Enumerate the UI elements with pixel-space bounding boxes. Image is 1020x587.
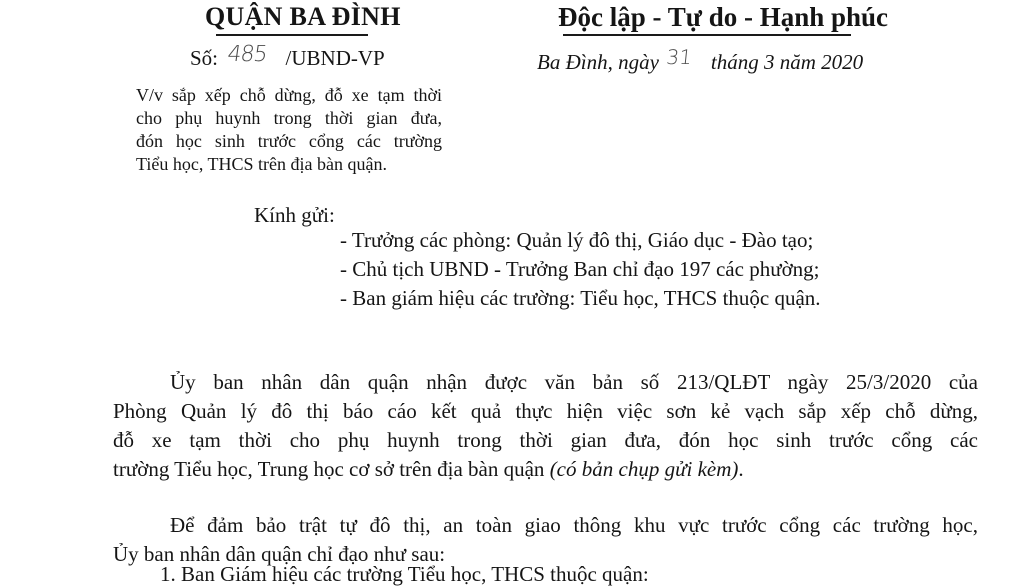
date-prefix: Ba Đình, ngày bbox=[537, 50, 659, 74]
paragraph-line-text: trường Tiểu học, Trung học cơ sở trên địa bàn quận bbox=[113, 457, 545, 481]
subject-line: V/v sắp xếp chỗ dừng, đỗ xe tạm thời bbox=[136, 85, 442, 105]
motto-underline bbox=[563, 34, 851, 36]
recipient-list bbox=[340, 226, 821, 313]
subject-block bbox=[136, 84, 442, 176]
list-item-1-partial: 1. Ban Giám hiệu các trường Tiểu học, THCS thuộc quận: bbox=[160, 562, 649, 586]
paragraph-line: đỗ xe tạm thời cho phụ huynh trong thời gian đưa, đón học sinh trước cổng các bbox=[113, 428, 978, 452]
date-suffix: tháng 3 năm 2020 bbox=[710, 50, 864, 74]
recipient-item: - Trưởng các phòng: Quản lý đô thị, Giáo dục - Đào tạo; bbox=[340, 228, 814, 252]
body-paragraph-2 bbox=[113, 511, 978, 569]
national-motto: Độc lập - Tự do - Hạnh phúc bbox=[558, 2, 889, 32]
doc-number-suffix: /UBND-VP bbox=[285, 46, 385, 70]
attachment-note: (có bản chụp gửi kèm) bbox=[549, 457, 739, 481]
paragraph-line: Để đảm bảo trật tự đô thị, an toàn giao thông khu vực trước cổng các trường học, bbox=[170, 513, 978, 537]
doc-number-handwritten: 485 bbox=[226, 42, 269, 67]
paragraph-line: Phòng Quản lý đô thị báo cáo kết quả thực hiện việc sơn kẻ vạch sắp xếp chỗ dừng, bbox=[113, 399, 978, 423]
paragraph-line: Ủy ban nhân dân quận nhận được văn bản số 213/QLĐT ngày 25/3/2020 của bbox=[170, 370, 978, 394]
document-number bbox=[190, 42, 385, 71]
recipient-item: - Chủ tịch UBND - Trưởng Ban chỉ đạo 197 các phường; bbox=[340, 257, 820, 281]
paragraph-line bbox=[113, 455, 978, 484]
recipient-item: - Ban giám hiệu các trường: Tiểu học, THCS thuộc quận. bbox=[340, 286, 821, 310]
district-underline bbox=[216, 34, 368, 36]
date-day-handwritten: 31 bbox=[665, 45, 694, 69]
subject-line: cho phụ huynh trong thời gian đưa, bbox=[136, 108, 442, 128]
body-paragraph-1 bbox=[113, 368, 978, 484]
issuing-authority: QUẬN BA ĐÌNH bbox=[205, 2, 401, 31]
date-line bbox=[537, 45, 864, 75]
salutation-label: Kính gửi: bbox=[254, 203, 335, 227]
subject-line: đón học sinh trước cổng các trường bbox=[136, 131, 442, 151]
doc-number-prefix: Số: bbox=[190, 46, 219, 70]
subject-line: Tiểu học, THCS trên địa bàn quận. bbox=[136, 154, 387, 174]
paragraph-end: . bbox=[738, 457, 744, 481]
paragraph-line: Ủy ban nhân dân quận chỉ đạo như sau: bbox=[113, 542, 446, 566]
